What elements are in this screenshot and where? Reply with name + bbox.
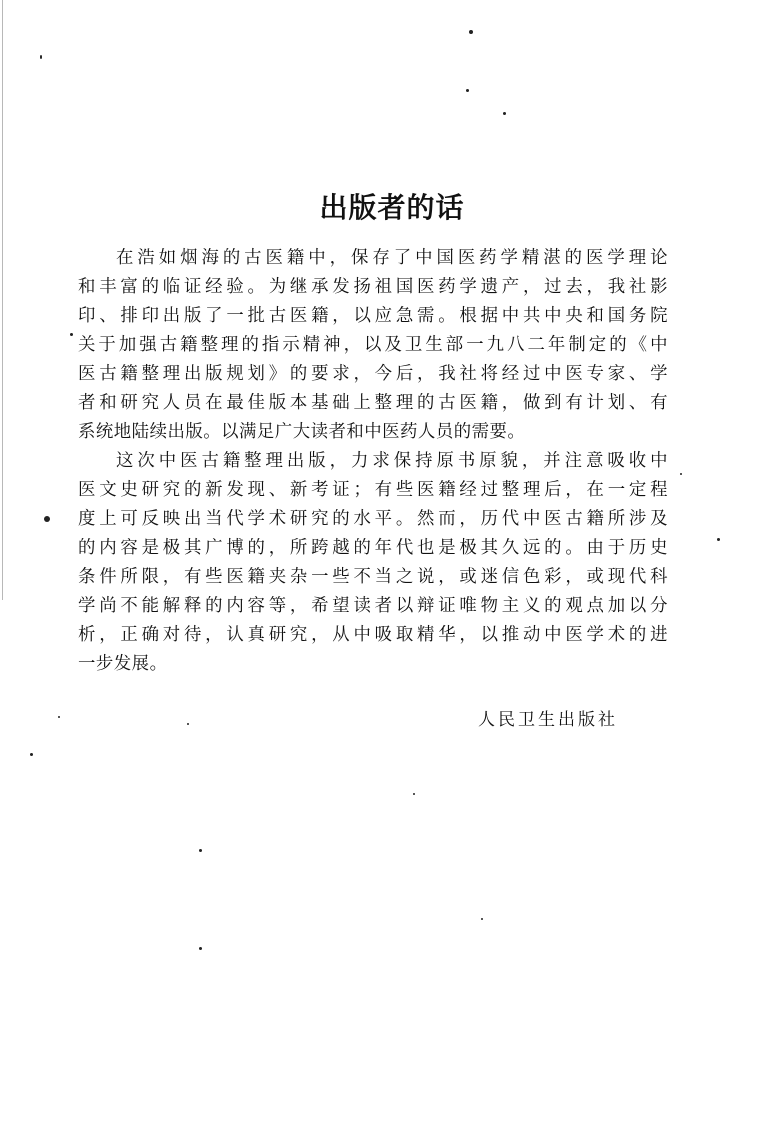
paragraph-2 [78, 447, 668, 679]
scan-speck [70, 333, 73, 336]
text-line: 的内容是极其广博的，所跨越的年代也是极其久远的。由于历史 [78, 538, 668, 558]
scan-speck [466, 89, 469, 92]
text-line: 和丰富的临证经验。为继承发扬祖国医药学遗产，过去，我社影 [78, 277, 668, 297]
scan-speck [469, 30, 473, 34]
page-title: 出版者的话 [319, 191, 465, 224]
scan-speck [187, 723, 189, 725]
text-line: 医古籍整理出版规划》的要求，今后，我社将经过中医专家、学 [78, 364, 668, 384]
scan-page-edge [2, 0, 3, 600]
scan-speck [58, 716, 60, 718]
text-line: 医文史研究的新发现、新考证；有些医籍经过整理后，在一定程 [78, 480, 668, 500]
text-line: 学尚不能解释的内容等，希望读者以辩证唯物主义的观点加以分 [78, 596, 668, 616]
text-line: 在浩如烟海的古医籍中，保存了中国医药学精湛的医学理论 [116, 248, 668, 268]
scan-speck [40, 55, 42, 59]
scan-speck [413, 793, 415, 795]
text-line: 系统地陆续出版。以满足广大读者和中医药人员的需要。 [78, 422, 526, 442]
scan-speck [199, 947, 202, 950]
text-line: 条件所限，有些医籍夹杂一些不当之说，或迷信色彩，或现代科 [78, 567, 668, 587]
scan-speck [717, 538, 720, 541]
text-line: 关于加强古籍整理的指示精神，以及卫生部一九八二年制定的《中 [78, 335, 668, 355]
paragraph-1 [78, 244, 668, 447]
text-line: 度上可反映出当代学术研究的水平。然而，历代中医古籍所涉及 [78, 509, 668, 529]
scan-speck [680, 473, 682, 475]
text-line: 印、排印出版了一批古医籍，以应急需。根据中共中央和国务院 [78, 306, 668, 326]
scan-speck [30, 753, 33, 756]
scan-speck [481, 918, 483, 920]
scan-speck [199, 849, 202, 852]
scan-speck [44, 516, 50, 522]
text-line: 者和研究人员在最佳版本基础上整理的古医籍，做到有计划、有 [78, 393, 668, 413]
text-line: 一步发展。 [78, 654, 168, 674]
body-text [78, 244, 668, 679]
text-line: 析，正确对待，认真研究，从中吸取精华，以推动中医学术的进 [78, 625, 668, 645]
scan-speck [503, 112, 506, 115]
text-line: 这次中医古籍整理出版，力求保持原书原貌，并注意吸收中 [116, 451, 668, 471]
publisher-signature: 人民卫生出版社 [478, 710, 618, 730]
